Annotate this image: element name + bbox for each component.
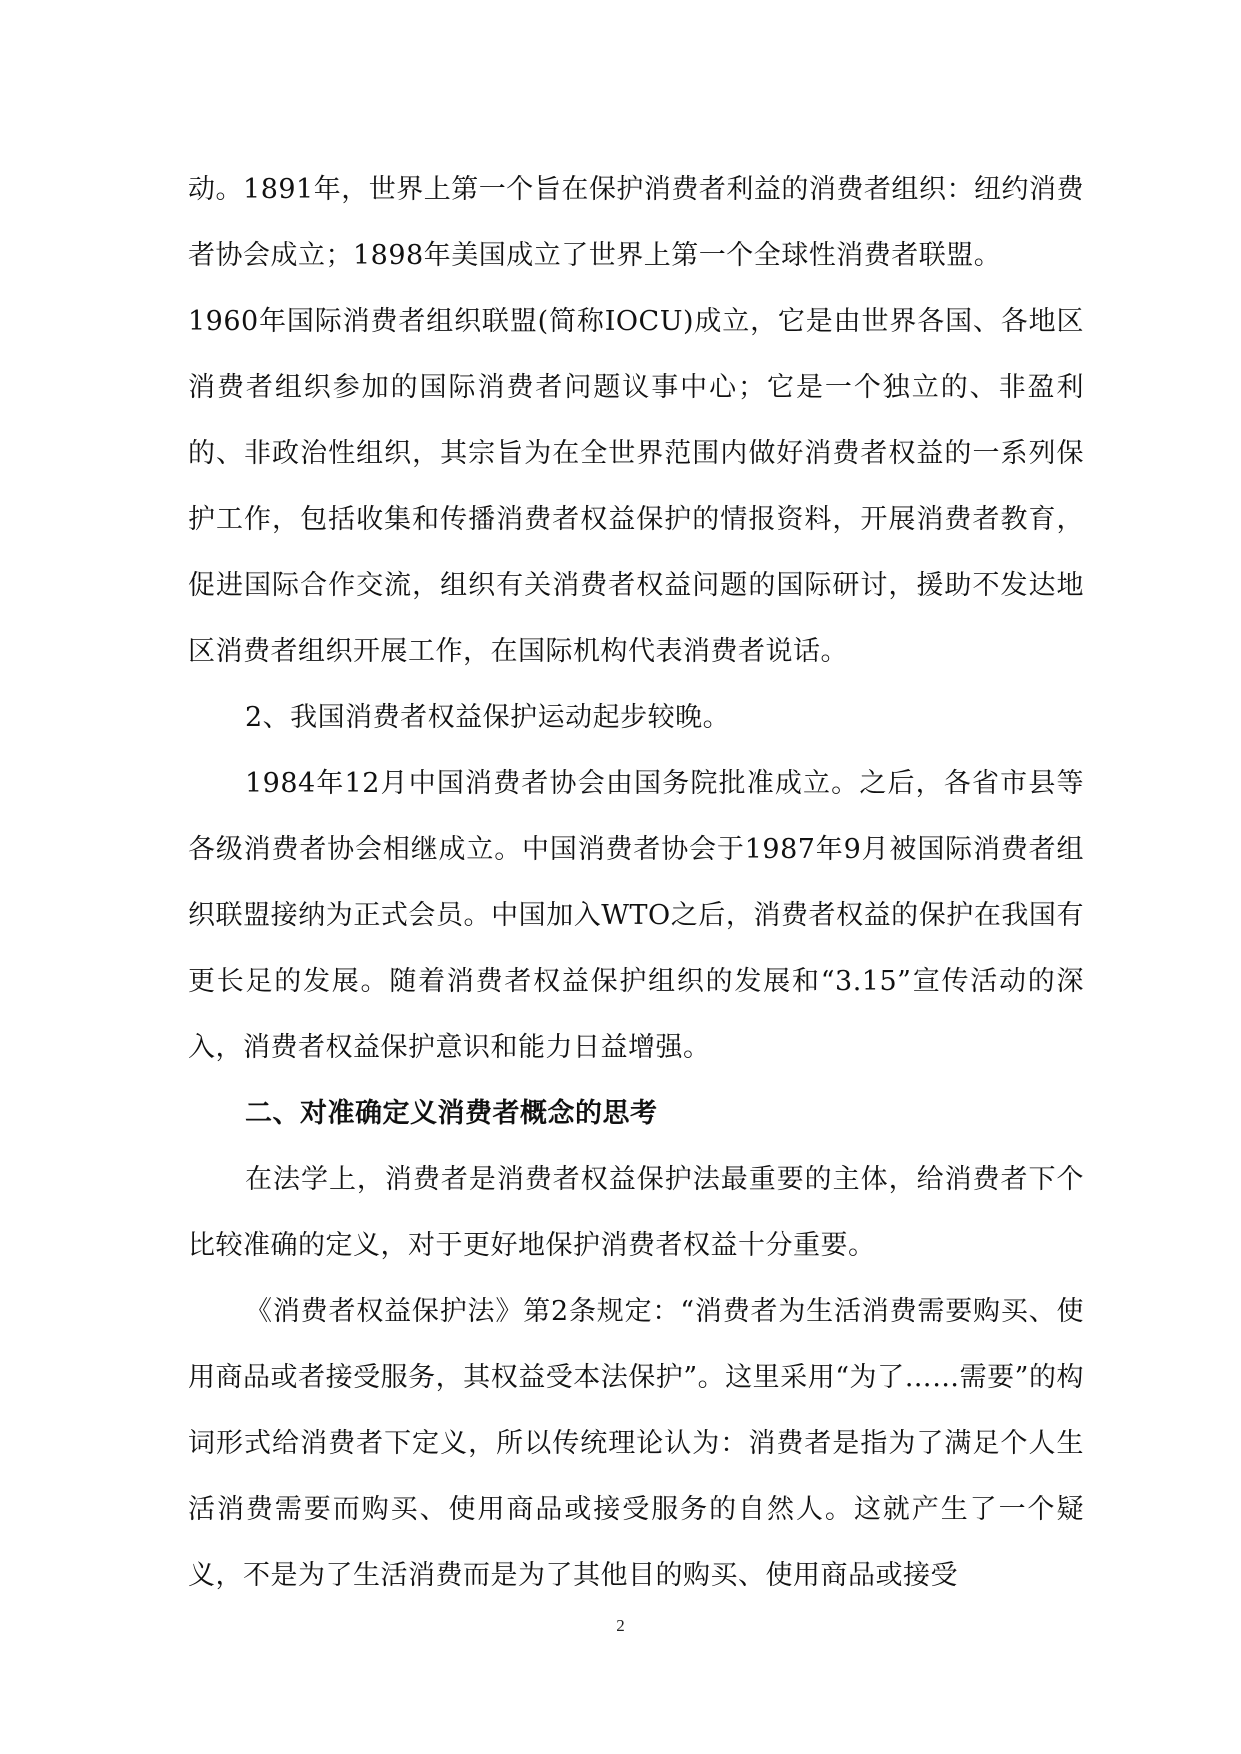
paragraph-legal-subject: 在法学上，消费者是消费者权益保护法最重要的主体，给消费者下个比较准确的定义，对于更好地保护消费者权益十分重要。 [188, 1164, 1084, 1261]
paragraph-china-association: 1984年12月中国消费者协会由国务院批准成立。之后，各省市县等各级消费者协会相继成立。中国消费者协会于1987年9月被国际消费者组织联盟接纳为正式会员。中国加入WTO之后，消费者权益的保护在我国有更长足的发展。随着消费者权益保护组织的发展和“3.15”宣传活动的深入，消费者权益保护意识和能力日益增强。 [188, 768, 1084, 1063]
page-number: 2 [616, 1616, 625, 1635]
body-text [188, 157, 1084, 1609]
section-heading: 二、对准确定义消费者概念的思考 [245, 1098, 658, 1129]
paragraph-iocu-history-intro: 动。1891年，世界上第一个旨在保护消费者利益的消费者组织：纽约消费者协会成立；1898年美国成立了世界上第一个全球性消费者联盟。 [188, 174, 1084, 271]
paragraph-iocu-founding: 1960年国际消费者组织联盟(简称IOCU)成立，它是由世界各国、各地区消费者组织参加的国际消费者问题议事中心；它是一个独立的、非盈利的、非政治性组织，其宗旨为在全世界范围内做好消费者权益的一系列保护工作，包括收集和传播消费者权益保护的情报资料，开展消费者教育，促进国际合作交流，组织有关消费者权益问题的国际研讨，援助不发达地区消费者组织开展工作，在国际机构代表消费者说话。 [188, 306, 1084, 667]
paragraph-law-article-2: 《消费者权益保护法》第2条规定：“消费者为生活消费需要购买、使用商品或者接受服务，其权益受本法保护”。这里采用“为了……需要”的构词形式给消费者下定义，所以传统理论认为：消费者是指为了满足个人生活消费需要而购买、使用商品或接受服务的自然人。这就产生了一个疑义，不是为了生活消费而是为了其他目的购买、使用商品或接受 [188, 1296, 1084, 1591]
paragraph-china-start: 2、我国消费者权益保护运动起步较晚。 [245, 702, 731, 733]
